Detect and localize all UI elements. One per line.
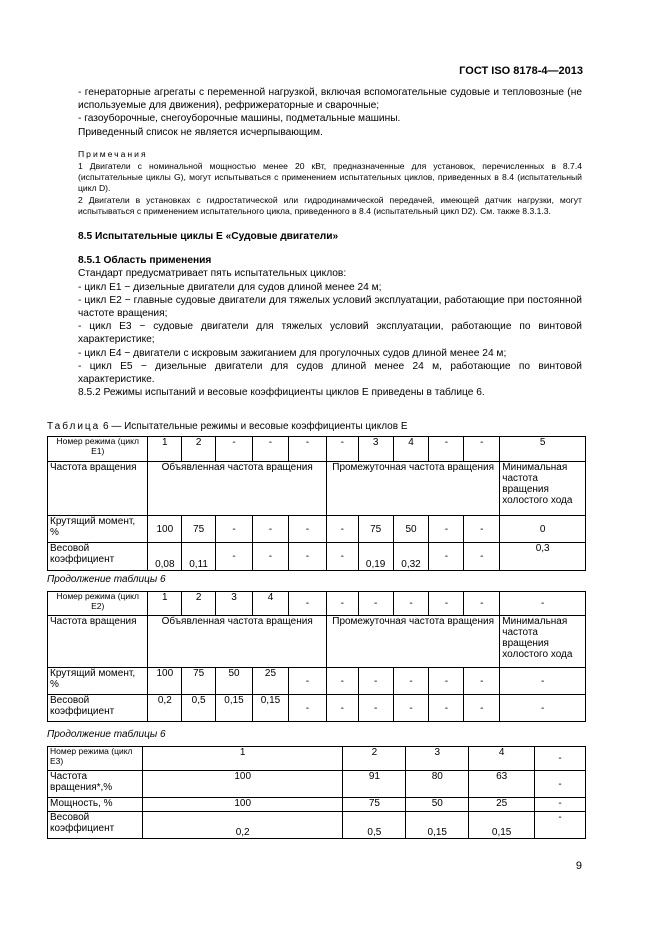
table-cell: Номер режима (цикл Е1) bbox=[48, 437, 148, 462]
table-cell: - bbox=[500, 695, 586, 722]
table-cell: - bbox=[326, 668, 358, 695]
table-cell: Частота вращения bbox=[48, 462, 148, 516]
table-cell: Номер режима (цикл Е2) bbox=[48, 592, 148, 616]
table-cell: 2 bbox=[343, 747, 406, 771]
table-cell: - bbox=[216, 543, 253, 571]
table-cell: 1 bbox=[148, 437, 182, 462]
table-cell: 0,15 bbox=[253, 695, 289, 722]
table-cell: - bbox=[429, 592, 464, 616]
table-cell: 75 bbox=[358, 516, 393, 543]
table-cell: - bbox=[326, 543, 358, 571]
table-row bbox=[48, 668, 586, 695]
table-cell: 0,5 bbox=[343, 812, 406, 839]
table-cell: - bbox=[326, 437, 358, 462]
table-cell: Объявленная частота вращения bbox=[148, 462, 327, 516]
table-cell: - bbox=[535, 771, 586, 798]
table-cell: - bbox=[429, 695, 464, 722]
table-row bbox=[48, 543, 586, 571]
table-cell: - bbox=[326, 695, 358, 722]
table-cell: 75 bbox=[343, 798, 406, 812]
table-cell: 80 bbox=[406, 771, 469, 798]
table-cycle-e3 bbox=[47, 746, 586, 839]
table-cell: - bbox=[500, 592, 586, 616]
table-cell: 100 bbox=[142, 798, 343, 812]
table-cell: Объявленная частота вращения bbox=[148, 616, 327, 668]
table-cell: - bbox=[464, 516, 500, 543]
table-cell: - bbox=[464, 695, 500, 722]
table-caption-number: 6 bbox=[103, 421, 109, 432]
table-continuation-2: Продолжение таблицы 6 bbox=[47, 729, 166, 740]
table-cell: - bbox=[393, 695, 429, 722]
table-cell: - bbox=[535, 798, 586, 812]
section-8-5-2: 8.5.2 Режимы испытаний и весовые коэффициенты циклов Е приведены в таблице 6. bbox=[78, 387, 485, 399]
table-cell: 0,11 bbox=[182, 543, 216, 571]
table-cell: Частота вращения*,% bbox=[48, 771, 143, 798]
table-cell: - bbox=[393, 668, 429, 695]
table-cell: 0,15 bbox=[469, 812, 535, 839]
table-cell: - bbox=[464, 437, 500, 462]
table-cell: Частота вращения bbox=[48, 616, 148, 668]
notes-title: Примечания bbox=[78, 148, 148, 159]
table-cell: 0,2 bbox=[148, 695, 182, 722]
table-cell: 0,15 bbox=[216, 695, 253, 722]
table-cell: 100 bbox=[148, 668, 182, 695]
table-cell: - bbox=[535, 812, 586, 839]
table-cell: 4 bbox=[253, 592, 289, 616]
table-cell: - bbox=[253, 543, 289, 571]
table-row bbox=[48, 812, 586, 839]
table-caption bbox=[47, 421, 587, 432]
table-cell: - bbox=[429, 543, 464, 571]
table-cell: 3 bbox=[406, 747, 469, 771]
table-cell: - bbox=[288, 516, 326, 543]
table-cell: - bbox=[216, 437, 253, 462]
table-cell: 4 bbox=[469, 747, 535, 771]
table-row bbox=[48, 771, 586, 798]
table-cell: - bbox=[429, 668, 464, 695]
table-cell: 0,15 bbox=[406, 812, 469, 839]
table-cell: Минимальная частота вращения холостого хода bbox=[500, 616, 586, 668]
table-cell: 100 bbox=[148, 516, 182, 543]
table-cell: - bbox=[464, 592, 500, 616]
table-cell: - bbox=[288, 695, 326, 722]
table-cell: - bbox=[288, 543, 326, 571]
table-cell: - bbox=[464, 668, 500, 695]
cycle-e4: - цикл Е4 − двигатели с искровым зажиганием для прогулочных судов длиной менее 24 м; bbox=[78, 347, 507, 359]
table-row bbox=[48, 695, 586, 722]
table-caption-title: — Испытательные режимы и весовые коэффициенты циклов Е bbox=[108, 421, 408, 432]
table-cell: Промежуточная частота вращения bbox=[326, 616, 499, 668]
table-cell: 63 bbox=[469, 771, 535, 798]
table-cell: - bbox=[358, 668, 393, 695]
table-caption-word: Таблица bbox=[47, 421, 101, 432]
paragraph-list-note: Приведенный список не является исчерпывающим. bbox=[78, 126, 323, 138]
table-cell: Мощность, % bbox=[48, 798, 143, 812]
table-cell: 3 bbox=[358, 437, 393, 462]
table-cell: 0,08 bbox=[148, 543, 182, 571]
table-cell: 2 bbox=[182, 592, 216, 616]
table-cell: - bbox=[253, 437, 289, 462]
table-cell: - bbox=[535, 747, 586, 771]
body-text bbox=[78, 86, 582, 399]
table-cell: 0,3 bbox=[500, 543, 586, 571]
note-2: 2 Двигатели в установках с гидростатической или гидродинамической передачей, имеющей датчик нагрузки, могут испытываться с применением испытательного цикла, приведенного в 8.4 (испытательный цикл D2). См. также 8.3.1.3. bbox=[78, 194, 582, 216]
document-header: ГОСТ ISO 8178-4—2013 bbox=[459, 65, 583, 77]
cycle-e3: - цикл Е3 − судовые двигатели для тяжелых условий эксплуатации, работающие по винтовой характеристике; bbox=[78, 321, 582, 346]
paragraph-generators: - генераторные агрегаты с переменной нагрузкой, включая вспомогательные судовые и тепловозные (не используемые для движения), рефрижераторные и сварочные; bbox=[78, 87, 582, 112]
table-row bbox=[48, 516, 586, 543]
table-cell: 25 bbox=[469, 798, 535, 812]
table-cell: - bbox=[253, 516, 289, 543]
table-cell: - bbox=[216, 516, 253, 543]
table-cell: Крутящий момент, % bbox=[48, 668, 148, 695]
table-cell: 50 bbox=[393, 516, 429, 543]
table-row bbox=[48, 462, 586, 516]
table-cell: - bbox=[393, 592, 429, 616]
table-cell: 0,32 bbox=[393, 543, 429, 571]
table-cell: 1 bbox=[142, 747, 343, 771]
table-cell: 100 bbox=[142, 771, 343, 798]
table-cell: - bbox=[326, 516, 358, 543]
table-row bbox=[48, 747, 586, 771]
table-cell: - bbox=[326, 592, 358, 616]
page-number: 9 bbox=[575, 860, 582, 872]
table-row bbox=[48, 592, 586, 616]
table-cycle-e1 bbox=[47, 436, 586, 571]
table-cycle-e2 bbox=[47, 591, 586, 722]
table-cell: Промежуточная частота вращения bbox=[326, 462, 499, 516]
table-row bbox=[48, 798, 586, 812]
table-cell: 50 bbox=[216, 668, 253, 695]
cycle-e1: - цикл Е1 − дизельные двигатели для судов длиной менее 24 м; bbox=[78, 281, 382, 293]
table-cell: Весовой коэффициент bbox=[48, 812, 143, 839]
table-cell: 0,5 bbox=[182, 695, 216, 722]
cycle-e5: - цикл Е5 − дизельные двигатели для судов длиной менее 24 м, работающие по винтовой характеристике. bbox=[78, 360, 582, 386]
note-1: 1 Двигатели с номинальной мощностью менее 20 кВт, предназначенные для установок, перечисленных в 8.7.4 (испытательные циклы G), могут испытываться с применением испытательных циклов, приведенных в 8.4 (испытательный цикл D). bbox=[78, 161, 582, 194]
table-cell: - bbox=[429, 437, 464, 462]
table-cell: - bbox=[429, 516, 464, 543]
table-cell: 4 bbox=[393, 437, 429, 462]
table-cell: Весовой коэффициент bbox=[48, 695, 148, 722]
table-cell: 0,2 bbox=[142, 812, 343, 839]
table-cell: 75 bbox=[182, 668, 216, 695]
table-cell: Весовой коэффициент bbox=[48, 543, 148, 571]
table-cell: 3 bbox=[216, 592, 253, 616]
table-cell: 0,19 bbox=[358, 543, 393, 571]
table-cell: 50 bbox=[406, 798, 469, 812]
table-cell: 2 bbox=[182, 437, 216, 462]
table-cell: - bbox=[358, 592, 393, 616]
table-cell: 75 bbox=[182, 516, 216, 543]
section-heading-8-5: 8.5 Испытательные циклы Е «Судовые двигатели» bbox=[78, 231, 339, 243]
table-continuation-1: Продолжение таблицы 6 bbox=[47, 574, 166, 585]
paragraph-five-cycles: Стандарт предусматривает пять испытательных циклов: bbox=[78, 268, 347, 280]
table-cell: Крутящий момент, % bbox=[48, 516, 148, 543]
table-cell: 25 bbox=[253, 668, 289, 695]
table-row bbox=[48, 437, 586, 462]
paragraph-sweepers: - газоуборочные, снегоуборочные машины, подметальные машины. bbox=[78, 113, 401, 125]
table-row bbox=[48, 616, 586, 668]
table-cell: - bbox=[288, 668, 326, 695]
cycle-e2: - цикл Е2 − главные судовые двигатели для тяжелых условий эксплуатации, работающие при постоянной частоте вращения; bbox=[78, 294, 582, 320]
table-cell: Номер режима (цикл Е3) bbox=[48, 747, 143, 771]
table-cell: - bbox=[464, 543, 500, 571]
section-heading-8-5-1: 8.5.1 Область применения bbox=[78, 255, 212, 267]
table-cell: Минимальная частота вращения холостого хода bbox=[500, 462, 586, 516]
table-cell: 91 bbox=[343, 771, 406, 798]
table-cell: - bbox=[500, 668, 586, 695]
table-cell: - bbox=[358, 695, 393, 722]
table-cell: 0 bbox=[500, 516, 586, 543]
table-cell: - bbox=[288, 437, 326, 462]
table-cell: 1 bbox=[148, 592, 182, 616]
table-cell: - bbox=[288, 592, 326, 616]
table-cell: 5 bbox=[500, 437, 586, 462]
